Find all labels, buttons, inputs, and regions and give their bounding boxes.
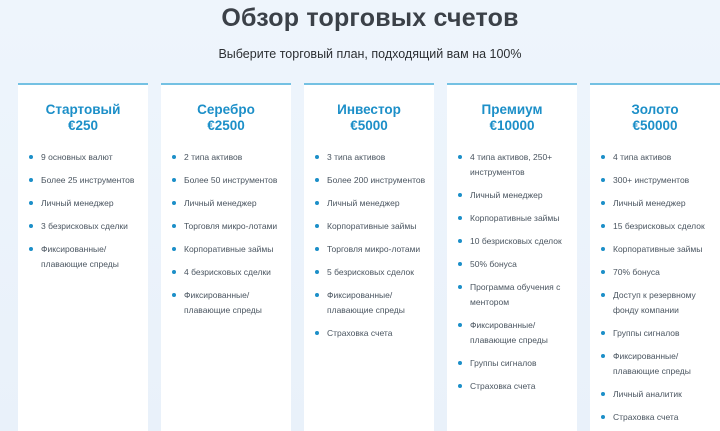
feature-text: 15 безрисковых сделок xyxy=(613,221,705,231)
feature-text: 9 основных валют xyxy=(41,152,113,162)
plan-price: €2500 xyxy=(207,118,245,133)
feature-item xyxy=(315,173,428,188)
feature-item xyxy=(172,150,285,165)
bullet-icon xyxy=(315,224,319,228)
page-subtitle: Выберите торговый план, подходящий вам на 100% xyxy=(218,47,522,61)
bullet-icon xyxy=(315,293,319,297)
bullet-icon xyxy=(172,293,176,297)
feature-item xyxy=(458,280,571,310)
bullet-icon xyxy=(458,155,462,159)
feature-text: Фиксированные/ плавающие спреды xyxy=(184,290,262,315)
feature-item xyxy=(601,173,714,188)
feature-text: Личный менеджер xyxy=(470,190,543,200)
feature-item xyxy=(601,242,714,257)
feature-text: Торговля микро-лотами xyxy=(327,244,421,254)
plan-price: €5000 xyxy=(350,118,388,133)
bullet-icon xyxy=(315,247,319,251)
feature-item xyxy=(315,242,428,257)
bullet-icon xyxy=(315,270,319,274)
page-title: Обзор торговых счетов xyxy=(221,4,519,32)
bullet-icon xyxy=(458,384,462,388)
bullet-icon xyxy=(172,247,176,251)
feature-item xyxy=(29,150,142,165)
feature-text: Более 50 инструментов xyxy=(184,175,278,185)
feature-item xyxy=(458,257,571,272)
plan-card-investor[interactable] xyxy=(304,83,434,431)
feature-item xyxy=(315,150,428,165)
bullet-icon xyxy=(601,331,605,335)
bullet-icon xyxy=(458,262,462,266)
bullet-icon xyxy=(29,247,33,251)
feature-item xyxy=(458,318,571,348)
feature-text: Корпоративные займы xyxy=(470,213,560,223)
feature-text: Фиксированные/ плавающие спреды xyxy=(470,320,548,345)
feature-text: Личный менеджер xyxy=(613,198,686,208)
feature-text: Программа обучения с ментором xyxy=(470,282,561,307)
feature-text: Личный менеджер xyxy=(327,198,400,208)
feature-item xyxy=(601,326,714,341)
bullet-icon xyxy=(29,201,33,205)
feature-list xyxy=(18,150,148,272)
bullet-icon xyxy=(29,178,33,182)
feature-list xyxy=(590,150,720,425)
feature-item xyxy=(601,410,714,425)
feature-item xyxy=(172,173,285,188)
plan-name: Золото xyxy=(631,102,679,117)
bullet-icon xyxy=(458,216,462,220)
bullet-icon xyxy=(458,239,462,243)
feature-text: Личный менеджер xyxy=(184,198,257,208)
feature-text: Более 200 инструментов xyxy=(327,175,426,185)
feature-list xyxy=(447,150,577,394)
feature-text: Корпоративные займы xyxy=(327,221,417,231)
bullet-icon xyxy=(601,415,605,419)
plan-name: Серебро xyxy=(197,102,255,117)
feature-text: Страховка счета xyxy=(327,328,393,338)
feature-item xyxy=(601,265,714,280)
feature-list xyxy=(304,150,434,341)
feature-text: 50% бонуса xyxy=(470,259,517,269)
feature-text: 300+ инструментов xyxy=(613,175,690,185)
feature-text: Личный менеджер xyxy=(41,198,114,208)
plan-card-premium[interactable] xyxy=(447,83,577,431)
feature-item xyxy=(315,326,428,341)
feature-item xyxy=(601,387,714,402)
bullet-icon xyxy=(458,323,462,327)
feature-item xyxy=(29,242,142,272)
bullet-icon xyxy=(601,155,605,159)
feature-item xyxy=(601,219,714,234)
feature-item xyxy=(29,219,142,234)
feature-item xyxy=(315,196,428,211)
feature-text: 4 типа активов, 250+ инструментов xyxy=(470,152,553,177)
feature-item xyxy=(458,188,571,203)
bullet-icon xyxy=(458,193,462,197)
feature-item xyxy=(172,242,285,257)
feature-text: Корпоративные займы xyxy=(184,244,274,254)
feature-text: Фиксированные/ плавающие спреды xyxy=(41,244,119,269)
feature-item xyxy=(315,288,428,318)
feature-text: Страховка счета xyxy=(470,381,536,391)
feature-item xyxy=(601,288,714,318)
feature-text: 5 безрисковых сделок xyxy=(327,267,414,277)
feature-item xyxy=(315,219,428,234)
feature-text: Фиксированные/ плавающие спреды xyxy=(327,290,405,315)
bullet-icon xyxy=(458,285,462,289)
feature-text: Корпоративные займы xyxy=(613,244,703,254)
plan-price: €50000 xyxy=(632,118,678,133)
feature-item xyxy=(458,379,571,394)
feature-text: Группы сигналов xyxy=(613,328,680,338)
feature-item xyxy=(458,150,571,180)
plan-price: €250 xyxy=(67,118,99,133)
plan-card-silver[interactable] xyxy=(161,83,291,431)
bullet-icon xyxy=(601,392,605,396)
bullet-icon xyxy=(172,155,176,159)
bullet-icon xyxy=(601,224,605,228)
feature-item xyxy=(315,265,428,280)
feature-item xyxy=(458,211,571,226)
feature-text: Страховка счета xyxy=(613,412,679,422)
feature-item xyxy=(458,356,571,371)
plan-cards xyxy=(18,83,720,431)
feature-text: 4 безрисковых сделки xyxy=(184,267,271,277)
feature-text: 2 типа активов xyxy=(184,152,243,162)
feature-text: 70% бонуса xyxy=(613,267,660,277)
bullet-icon xyxy=(601,354,605,358)
feature-text: Фиксированные/ плавающие спреды xyxy=(613,351,691,376)
feature-item xyxy=(601,150,714,165)
plan-name: Инвестор xyxy=(337,102,401,117)
bullet-icon xyxy=(29,155,33,159)
feature-text: Личный аналитик xyxy=(613,389,682,399)
feature-item xyxy=(29,196,142,211)
plan-name: Стартовый xyxy=(45,102,121,117)
bullet-icon xyxy=(172,178,176,182)
feature-item xyxy=(458,234,571,249)
feature-item xyxy=(172,219,285,234)
bullet-icon xyxy=(315,155,319,159)
bullet-icon xyxy=(601,201,605,205)
feature-text: 10 безрисковых сделок xyxy=(470,236,562,246)
feature-item xyxy=(29,173,142,188)
bullet-icon xyxy=(601,293,605,297)
feature-text: 3 безрисковых сделки xyxy=(41,221,128,231)
bullet-icon xyxy=(315,331,319,335)
feature-text: Торговля микро-лотами xyxy=(184,221,278,231)
feature-item xyxy=(601,349,714,379)
plan-card-gold[interactable] xyxy=(590,83,720,431)
plan-price: €10000 xyxy=(489,118,535,133)
bullet-icon xyxy=(601,247,605,251)
bullet-icon xyxy=(172,224,176,228)
feature-text: Более 25 инструментов xyxy=(41,175,135,185)
plan-card-starter[interactable] xyxy=(18,83,148,431)
bullet-icon xyxy=(29,224,33,228)
feature-text: Доступ к резервному фонду компании xyxy=(613,290,696,315)
feature-item xyxy=(172,288,285,318)
bullet-icon xyxy=(172,201,176,205)
feature-item xyxy=(601,196,714,211)
bullet-icon xyxy=(315,178,319,182)
bullet-icon xyxy=(315,201,319,205)
feature-text: 4 типа активов xyxy=(613,152,672,162)
feature-list xyxy=(161,150,291,318)
feature-text: Группы сигналов xyxy=(470,358,537,368)
bullet-icon xyxy=(601,270,605,274)
bullet-icon xyxy=(458,361,462,365)
plan-name: Премиум xyxy=(481,102,543,117)
bullet-icon xyxy=(601,178,605,182)
bullet-icon xyxy=(172,270,176,274)
feature-text: 3 типа активов xyxy=(327,152,386,162)
feature-item xyxy=(172,196,285,211)
feature-item xyxy=(172,265,285,280)
